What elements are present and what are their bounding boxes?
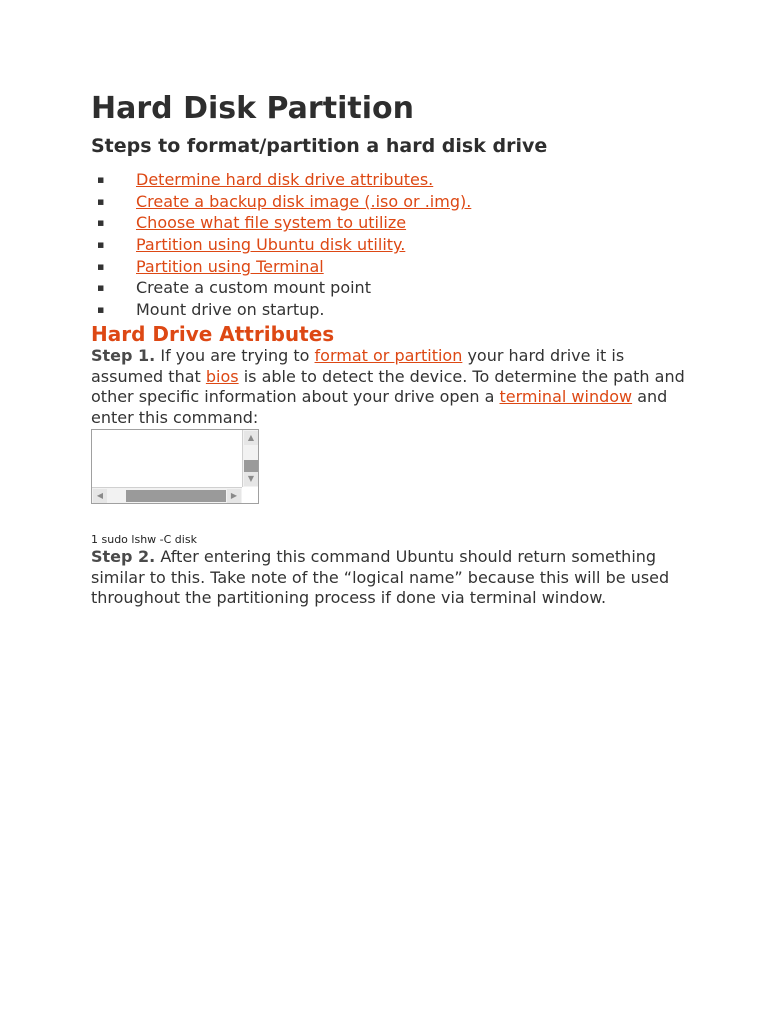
list-item (91, 234, 471, 256)
vertical-scrollbar[interactable] (242, 430, 258, 487)
toc-link-file-system[interactable]: Choose what file system to utilize (136, 213, 407, 233)
bullet-icon: ▪ (97, 173, 105, 186)
bullet-icon: ▪ (97, 216, 105, 230)
list-item (91, 169, 471, 191)
step-2-paragraph (91, 547, 691, 609)
list-item (91, 212, 471, 234)
toc-link-disk-utility[interactable]: Partition using Ubuntu disk utility. (136, 235, 406, 255)
list-item (91, 277, 471, 299)
horizontal-scrollbar[interactable] (92, 487, 242, 503)
step-1-paragraph (91, 346, 691, 429)
step-2-text: After entering this command Ubuntu should return something similar to this. Take note of the “logical name” because this will be used throughout the partitioning process if done via terminal window. (91, 547, 670, 608)
bullet-icon: ▪ (97, 194, 105, 208)
list-item (91, 191, 471, 213)
code-box[interactable] (91, 429, 259, 504)
scrollbar-corner (242, 487, 258, 503)
page-subtitle: Steps to format/partition a hard disk drive (91, 135, 548, 157)
bullet-icon: ▪ (97, 281, 105, 295)
step-2-label: Step 2. (91, 547, 156, 566)
toc-link-attributes[interactable]: Determine hard disk drive attributes. (136, 170, 434, 189)
page-title: Hard Disk Partition (91, 91, 414, 126)
format-or-partition-link[interactable]: format or partition (314, 346, 463, 365)
bullet-icon: ▪ (97, 259, 105, 273)
bullet-icon: ▪ (97, 303, 105, 317)
section-heading: Hard Drive Attributes (91, 322, 335, 346)
step-1-text: and enter this command: (91, 387, 668, 428)
code-line: 1 sudo lshw -C disk (91, 533, 197, 546)
scroll-down-icon[interactable]: ▼ (244, 472, 258, 486)
horizontal-scroll-thumb[interactable] (126, 490, 226, 502)
toc-item-mount-point: Create a custom mount point (136, 278, 371, 298)
scroll-up-icon[interactable]: ▲ (244, 431, 258, 445)
toc-link-terminal[interactable]: Partition using Terminal (136, 256, 324, 276)
scroll-left-icon[interactable]: ◀ (93, 489, 107, 503)
toc-link-backup-image[interactable]: Create a backup disk image (.iso or .img). (136, 191, 472, 211)
step-1-label: Step 1. (91, 346, 156, 365)
step-1-text: is able to detect the device. To determine the path and other specific information about your drive open a (91, 366, 685, 407)
terminal-window-link[interactable]: terminal window (499, 387, 633, 407)
steps-list (91, 169, 471, 321)
scroll-right-icon[interactable]: ▶ (227, 489, 241, 503)
list-item (91, 299, 471, 321)
step-1-text: your hard drive it is assumed that (91, 346, 625, 386)
bullet-icon: ▪ (97, 238, 105, 252)
list-item (91, 256, 471, 278)
vertical-scroll-thumb[interactable] (244, 460, 258, 472)
bios-link[interactable]: bios (205, 366, 239, 386)
toc-item-mount-startup: Mount drive on startup. (136, 300, 325, 320)
step-1-text: If you are trying to (155, 346, 315, 365)
